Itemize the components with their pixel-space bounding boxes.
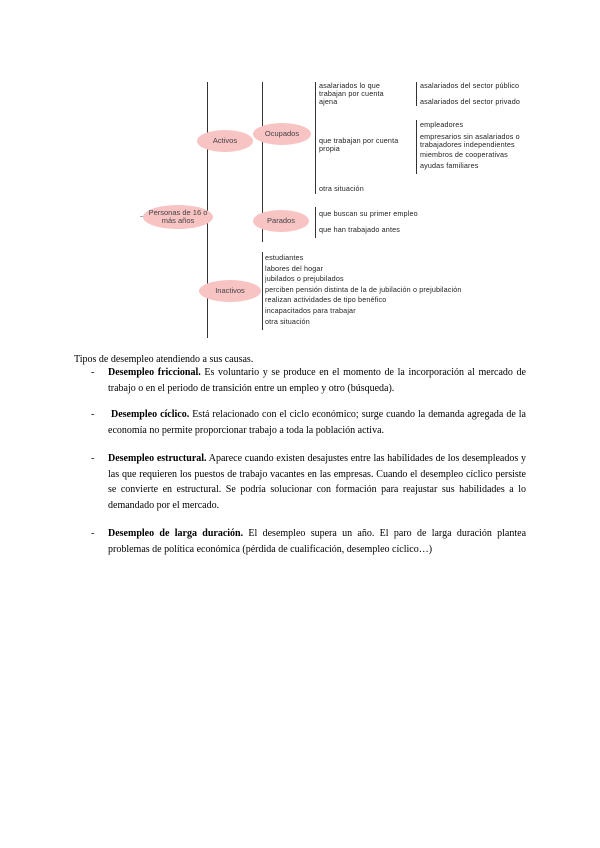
empleadores-label: empleadores — [420, 120, 464, 129]
list-bullet: - — [91, 453, 95, 464]
inactivos-item: estudiantes — [265, 253, 304, 262]
root-node: Personas de 16 o más años — [143, 205, 213, 229]
list-item-larga-duracion — [74, 526, 526, 557]
ocupados-node: Ocupados — [253, 123, 311, 145]
asalariados-label-1: asalariados lo que — [319, 81, 381, 90]
term-estructural: Desempleo estructural. — [108, 453, 207, 464]
inactivos-item: incapacitados para trabajar — [265, 306, 356, 315]
empresarios-label-1: empresarios sin asalariados o — [420, 132, 520, 141]
employment-classification-diagram — [0, 0, 600, 340]
term-ciclico: Desempleo cíclico. — [110, 409, 190, 420]
list-bullet: - — [91, 528, 95, 539]
asalariados-label-3: ajena — [319, 97, 338, 106]
asalariados-label-2: trabajan por cuenta — [319, 89, 384, 98]
primer-empleo-label: que buscan su primer empleo — [319, 209, 418, 218]
term-friccional: Desempleo friccional. — [108, 367, 201, 378]
parados-node: Parados — [253, 210, 309, 232]
list-item-estructural — [74, 451, 526, 513]
diagram-line-asalariados — [416, 82, 417, 106]
diagram-line-ocupados-sub — [315, 82, 316, 194]
sector-publico-label: asalariados del sector público — [420, 81, 520, 90]
definition-ciclico: Está relacionado con el ciclo económico; surge cuando la demanda agregada de la economía no permite proporcionar trabajo a toda la población activa. — [108, 409, 526, 436]
list-item-friccional — [74, 365, 526, 396]
diagram-line-parados-sub — [315, 207, 316, 238]
activos-node: Activos — [197, 130, 253, 152]
definition-friccional: Es voluntario y se produce en el momento de la incorporación al mercado de trabajo o en el periodo de transición entre un empleo y otro (búsqueda). — [108, 367, 526, 394]
ayudas-label: ayudas familiares — [420, 161, 479, 170]
list-bullet: - — [91, 367, 95, 378]
term-larga-duracion: Desempleo de larga duración. — [108, 528, 244, 539]
inactivos-item: labores del hogar — [265, 264, 324, 273]
inactivos-node: Inactivos — [199, 280, 261, 302]
definition-estructural: Aparece cuando existen desajustes entre las habilidades de los desempleados y las que requieren los puestos de trabajo vacantes en las empresas. Cuando el desempleo cíclico persiste se convierte en estructural. Se podría solucionar con formación para reajustar sus habilidades a lo demandado por el mercado. — [108, 453, 526, 511]
han-trabajado-label: que han trabajado antes — [319, 225, 400, 234]
section-intro: Tipos de desempleo atendiendo a sus causas. — [74, 354, 254, 365]
sector-privado-label: asalariados del sector privado — [420, 97, 520, 106]
otra-situacion-ocupados-label: otra situación — [319, 184, 364, 193]
inactivos-item: jubilados o prejubilados — [265, 274, 344, 283]
inactivos-item: otra situación — [265, 317, 310, 326]
inactivos-item: perciben pensión distinta de la de jubilación o prejubilación — [265, 285, 462, 294]
definition-larga-duracion: El desempleo supera un año. El paro de larga duración plantea problemas de política económica (pérdida de cualificación, desempleo cíclico…) — [108, 528, 527, 555]
list-bullet: - — [91, 409, 95, 420]
propia-label-1: que trabajan por cuenta — [319, 136, 399, 145]
propia-label-2: propia — [319, 144, 340, 153]
list-item-ciclico — [74, 407, 526, 438]
cooperativas-label: miembros de cooperativas — [420, 150, 508, 159]
diagram-line-inactivos — [262, 252, 263, 330]
empresarios-label-2: trabajadores independientes — [420, 140, 515, 149]
diagram-line-propia — [416, 120, 417, 174]
inactivos-item: realizan actividades de tipo benéfico — [265, 295, 387, 304]
